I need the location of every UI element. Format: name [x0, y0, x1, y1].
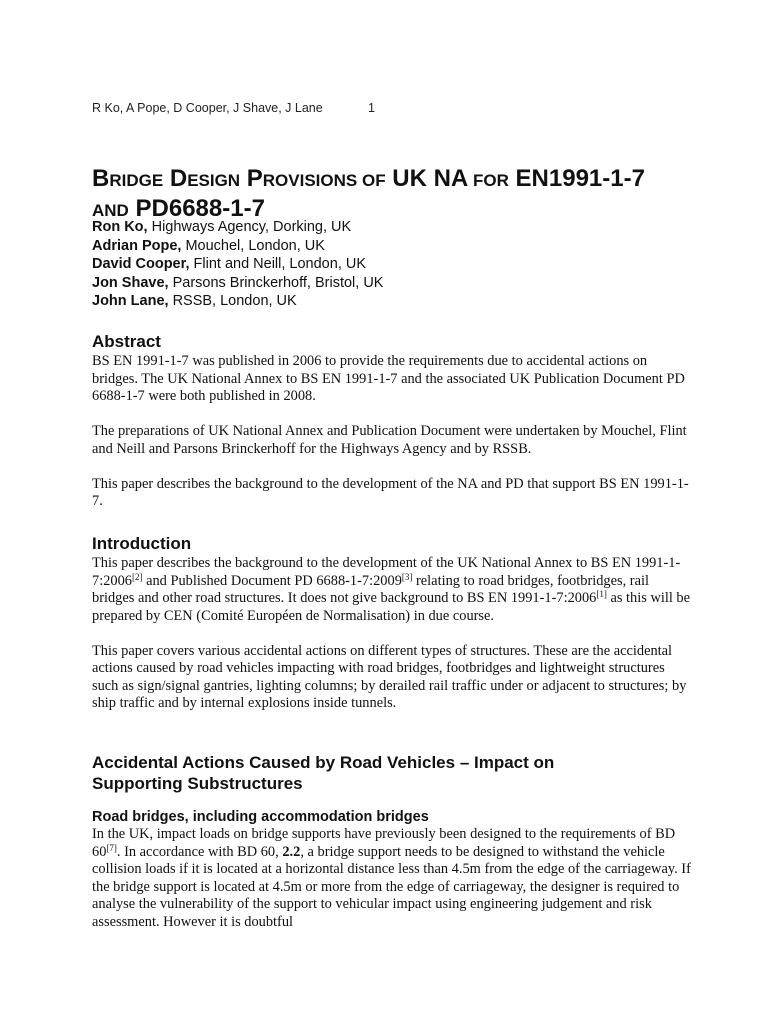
paper-title: BRIDGE DESIGN PROVISIONS OF UK NA FOR EN1991-1-7 AND PD6688-1-7 [92, 165, 645, 222]
running-header [92, 101, 375, 115]
author-item [92, 237, 383, 256]
citation-ref: [7] [106, 842, 117, 853]
abstract-paragraph-1: BS EN 1991-1-7 was published in 2006 to provide the requirements due to accidental actions on bridges. The UK National Annex to BS EN 1991-1-7 and the associated UK Publication Document PD 6688-1-7 were both published in 2008. [92, 353, 685, 404]
introduction-heading: Introduction [92, 534, 192, 553]
abstract-heading: Abstract [92, 332, 161, 351]
author-affiliation: Highways Agency, Dorking, UK [147, 219, 352, 235]
accidental-actions-section [92, 752, 692, 949]
citation-ref: [1] [596, 589, 607, 599]
author-item [92, 218, 383, 237]
introduction-paragraph-1: This paper describes the background to the development of the UK National Annex to BS EN 1991-1-7:2006[2] and Published Document PD 6688-1-7:2009[3] relating to road bridges, footbridges, rail bridges and other road structures. It does not give background to BS EN 1991-1-7:2006[1] as this will be prepared by CEN (Comité Européen de Normalisation) in due course. [92, 555, 691, 624]
author-name: John Lane, [92, 293, 169, 309]
author-affiliation: Flint and Neill, London, UK [189, 256, 367, 272]
author-affiliation: Mouchel, London, UK [181, 237, 325, 254]
accidental-actions-heading: Accidental Actions Caused by Road Vehicles – Impact on Supporting Substructures [92, 753, 555, 793]
author-item [92, 274, 383, 293]
abstract-paragraph-3: This paper describes the background to the development of the NA and PD that support BS EN 1991-1-7. [92, 475, 689, 509]
road-bridges-paragraph: In the UK, impact loads on bridge supports have previously been designed to the requirements of BD 60[7]. In accordance with BD 60, 2.2, a bridge support needs to be designed to withstand the vehicle collision loads if it is located at a horizontal distance less than 4.5m from the edge of the carriageway. If the bridge support is located at 4.5m or more from the edge of carriageway, the designer is required to analyse the vulnerability of the support to vehicular impact using engineering judgement and risk assessment. However it is doubtful [92, 826, 691, 930]
abstract-paragraph-2: The preparations of UK National Annex and Publication Document were undertaken by Mouchel, Flint and Neill and Parsons Brinckerhoff for the Highways Agency and by RSSB. [92, 423, 687, 457]
abstract-section [92, 331, 692, 528]
introduction-paragraph-2: This paper covers various accidental actions on different types of structures. These are the accidental actions caused by road vehicles impacting with road bridges, footbridges and lightweight structures such as sign/signal gantries, lighting columns; by derailed rail traffic under or adjacent to structures; by ship traffic and by internal explosions inside tunnels. [92, 642, 687, 711]
introduction-section [92, 533, 692, 730]
page-number: 1 [368, 101, 375, 115]
author-name: Ron Ko, [92, 219, 148, 235]
author-affiliation: Parsons Brinckerhoff, Bristol, UK [168, 274, 384, 291]
citation-ref: [3] [401, 571, 413, 582]
citation-ref: [2] [131, 571, 143, 582]
author-affiliation: RSSB, London, UK [168, 293, 297, 309]
road-bridges-subheading: Road bridges, including accommodation bridges [92, 809, 429, 825]
author-item [92, 255, 383, 274]
author-name: Jon Shave, [92, 274, 169, 291]
author-item [92, 292, 383, 311]
header-authors: R Ko, A Pope, D Cooper, J Shave, J Lane [92, 101, 323, 115]
author-name: David Cooper, [92, 256, 190, 272]
author-name: Adrian Pope, [92, 237, 182, 254]
clause-reference: 2.2 [282, 843, 301, 860]
author-list [92, 218, 383, 311]
